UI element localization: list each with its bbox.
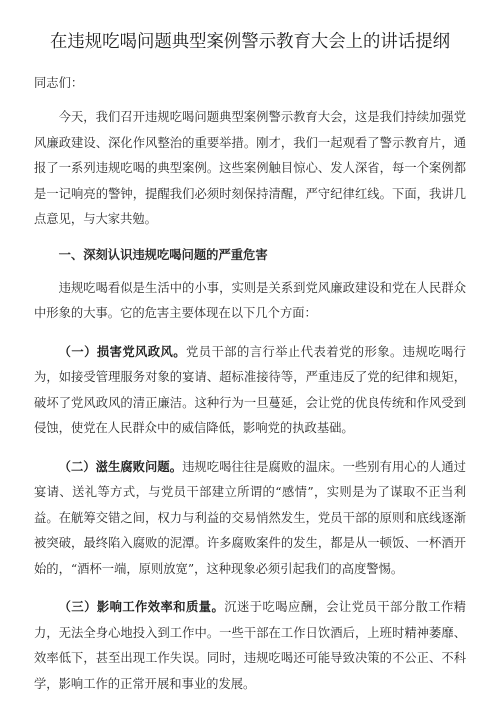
point-two-paragraph <box>34 455 466 583</box>
point-two-text: 违规吃喝往往是腐败的温床。一些别有用心的人通过宴请、送礼等方式，与党员干部建立所谓的“感情”，实则是为了谋取不正当利益。在觥筹交错之间，权力与利益的交易悄然发生，党员干部的原则和底线逐渐被突破，最终陷入腐败的泥潭。许多腐败案件的发生，都是从一顿饭、一杯酒开始的，“酒杯一端，原则放宽”，这种现象必须引起我们的高度警惕。 <box>34 459 466 576</box>
document-title: 在违规吃喝问题典型案例警示教育大会上的讲话提纲 <box>50 32 450 52</box>
intro-paragraph: 今天，我们召开违规吃喝问题典型案例警示教育大会，这是我们持续加强党风廉政建设、深化作风整治的重要举措。刚才，我们一起观看了警示教育片，通报了一系列违规吃喝的典型案例。这些案例触目惊心、发人深省，每一个案例都是一记响亮的警钟，提醒我们必须时刻保持清醒，严守纪律红线。下面，我讲几点意见，与大家共勉。 <box>34 110 466 226</box>
point-one-text: 党员干部的言行举止代表着党的形象。违规吃喝行为，如接受管理服务对象的宴请、超标准接待等，严重违反了党的纪律和规矩，破坏了党风政风的清正廉洁。这种行为一旦蔓延，会让党的优良传统和作风受到侵蚀，使党在人民群众中的威信降低，影响党的执政基础。 <box>34 344 466 435</box>
point-three-text: 沉迷于吃喝应酬，会让党员干部分散工作精力，无法全身心地投入到工作中。一些干部在工作日饮酒后，上班时精神萎靡、效率低下，甚至出现工作失误。同时，违规吃喝还可能导致决策的不公正、不科学，影响工作的正常开展和事业的发展。 <box>34 600 466 691</box>
point-three-lead: （三）影响工作效率和质量。 <box>58 600 225 614</box>
section-one-intro: 违规吃喝看似是生活中的小事，实则是关系到党风廉政建设和党在人民群众中形象的大事。它的危害主要体现在以下几个方面： <box>34 280 466 320</box>
section-one-heading: 一、深刻认识违规吃喝问题的严重危害 <box>58 247 268 262</box>
salutation: 同志们： <box>34 76 84 90</box>
point-one-paragraph <box>34 340 466 442</box>
point-one-lead: （一）损害党风政风。 <box>58 344 187 359</box>
point-three-paragraph <box>34 595 466 697</box>
point-two-lead: （二）滋生腐败问题。 <box>58 459 183 474</box>
